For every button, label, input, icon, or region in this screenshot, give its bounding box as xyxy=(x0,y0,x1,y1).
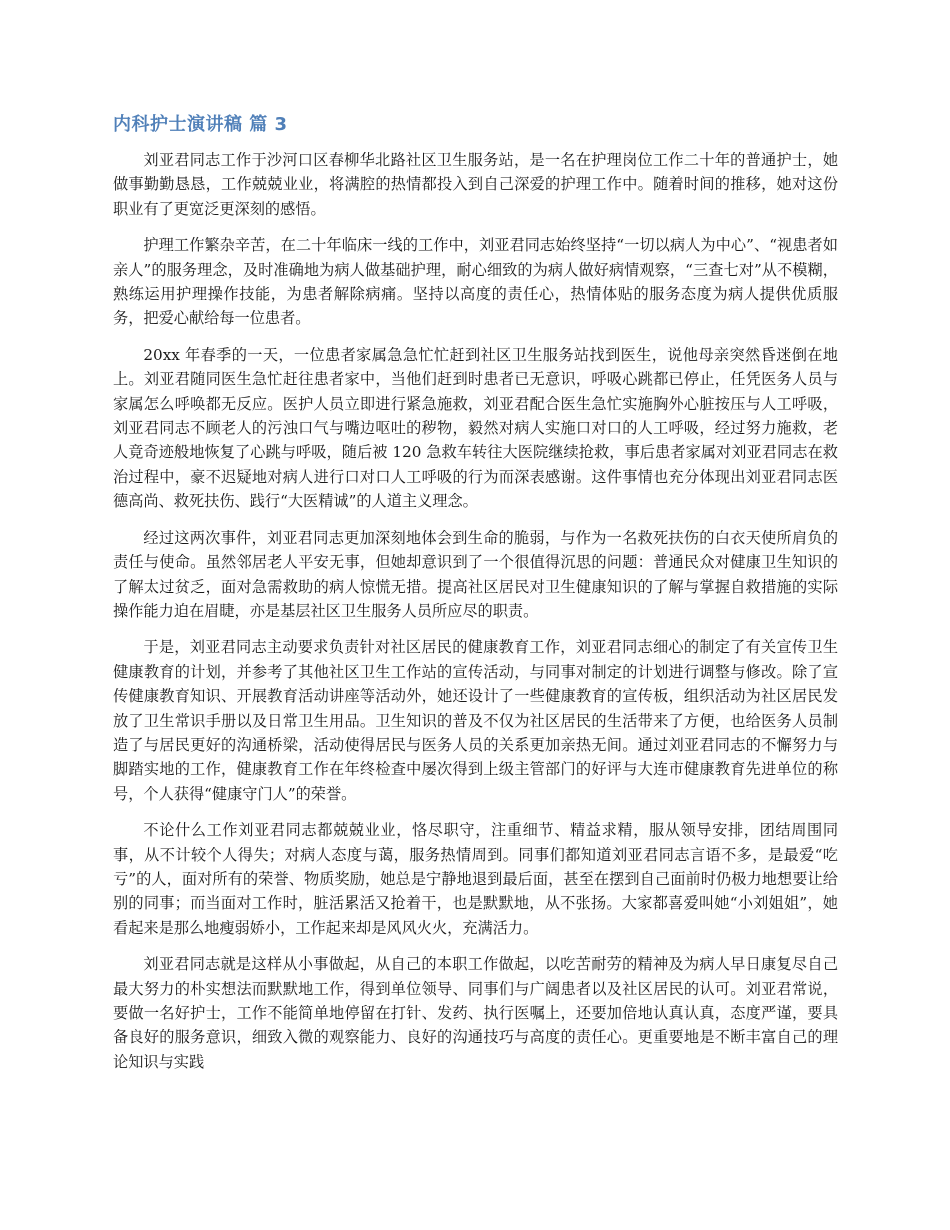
paragraph-1: 刘亚君同志工作于沙河口区春柳华北路社区卫生服务站，是一名在护理岗位工作二十年的普通护士，她做事勤勤恳恳，工作兢兢业业，将满腔的热情都投入到自己深爱的护理工作中。随着时间的推移，她对这份职业有了更宽泛更深刻的感悟。 xyxy=(113,151,838,218)
document-page xyxy=(113,112,838,1086)
paragraph-3: 20xx 年春季的一天，一位患者家属急急忙忙赶到社区卫生服务站找到医生，说他母亲突然昏迷倒在地上。刘亚君随同医生急忙赶往患者家中，当他们赶到时患者已无意识，呼吸心跳都已停止，任凭医务人员与家属怎么呼唤都无反应。医护人员立即进行紧急施救，刘亚君配合医生急忙实施胸外心脏按压与人工呼吸，刘亚君同志不顾老人的污浊口气与嘴边呕吐的秽物，毅然对病人实施口对口的人工呼吸，经过努力施救，老人竟奇迹般地恢复了心跳与呼吸，随后被 120 急救车转往大医院继续抢救，事后患者家属对刘亚君同志在救治过程中，豪不迟疑地对病人进行口对口人工呼吸的行为而深表感谢。这件事情也充分体现出刘亚君同志医德高尚、救死扶伤、践行“大医精诚”的人道主义理念。 xyxy=(113,345,838,511)
paragraph-2: 护理工作繁杂辛苦，在二十年临床一线的工作中，刘亚君同志始终坚持“一切以病人为中心”、“视患者如亲人”的服务理念，及时准确地为病人做基础护理，耐心细致的为病人做好病情观察，“三查七对”从不模糊，熟练运用护理操作技能，为患者解除病痛。坚持以高度的责任心，热情体贴的服务态度为病人提供优质服务，把爱心献给每一位患者。 xyxy=(113,236,838,328)
paragraph-6: 不论什么工作刘亚君同志都兢兢业业，恪尽职守，注重细节、精益求精，服从领导安排，团结周围同事，从不计较个人得失；对病人态度与蔼，服务热情周到。同事们都知道刘亚君同志言语不多，是最爱“吃亏”的人，面对所有的荣誉、物质奖励，她总是宁静地退到最后面，甚至在摆到自己面前时仍极力地想要让给别的同事；而当面对工作时，脏活累活又抢着干，也是默默地，从不张扬。大家都喜爱叫她“小刘姐姐”，她看起来是那么地瘦弱娇小，工作起来却是风风火火，充满活力。 xyxy=(113,821,838,937)
paragraph-5: 于是，刘亚君同志主动要求负责针对社区居民的健康教育工作，刘亚君同志细心的制定了有关宣传卫生健康教育的计划，并参考了其他社区卫生工作站的宣传活动，与同事对制定的计划进行调整与修改。除了宣传健康教育知识、开展教育活动讲座等活动外，她还设计了一些健康教育的宣传板，组织活动为社区居民发放了卫生常识手册以及日常卫生用品。卫生知识的普及不仅为社区居民的生活带来了方便，也给医务人员制造了与居民更好的沟通桥梁，活动使得居民与医务人员的关系更加亲热无间。通过刘亚君同志的不懈努力与脚踏实地的工作，健康教育工作在年终检查中屡次得到上级主管部门的好评与大连市健康教育先进单位的称号，个人获得“健康守门人”的荣誉。 xyxy=(113,638,838,803)
paragraph-4: 经过这两次事件，刘亚君同志更加深刻地体会到生命的脆弱，与作为一名救死扶伤的白衣天使所肩负的责任与使命。虽然邻居老人平安无事，但她却意识到了一个很值得沉思的问题：普通民众对健康卫生知识的了解太过贫乏，面对急需救助的病人惊慌无措。提高社区居民对卫生健康知识的了解与掌握自救措施的实际操作能力迫在眉睫，亦是基层社区卫生服务人员所应尽的职责。 xyxy=(113,528,838,620)
paragraph-7: 刘亚君同志就是这样从小事做起，从自己的本职工作做起，以吃苦耐劳的精神及为病人早日康复尽自己最大努力的朴实想法而默默地工作，得到单位领导、同事们与广阔患者以及社区居民的认可。刘亚君常说，要做一名好护士，工作不能简单地停留在打针、发药、执行医嘱上，还要加倍地认真认真，态度严谨，要具备良好的服务意识，细致入微的观察能力、良好的沟通技巧与高度的责任心。更重要地是不断丰富自己的理论知识与实践 xyxy=(113,955,838,1071)
document-title: 内科护士演讲稿 篇 3 xyxy=(113,114,288,135)
